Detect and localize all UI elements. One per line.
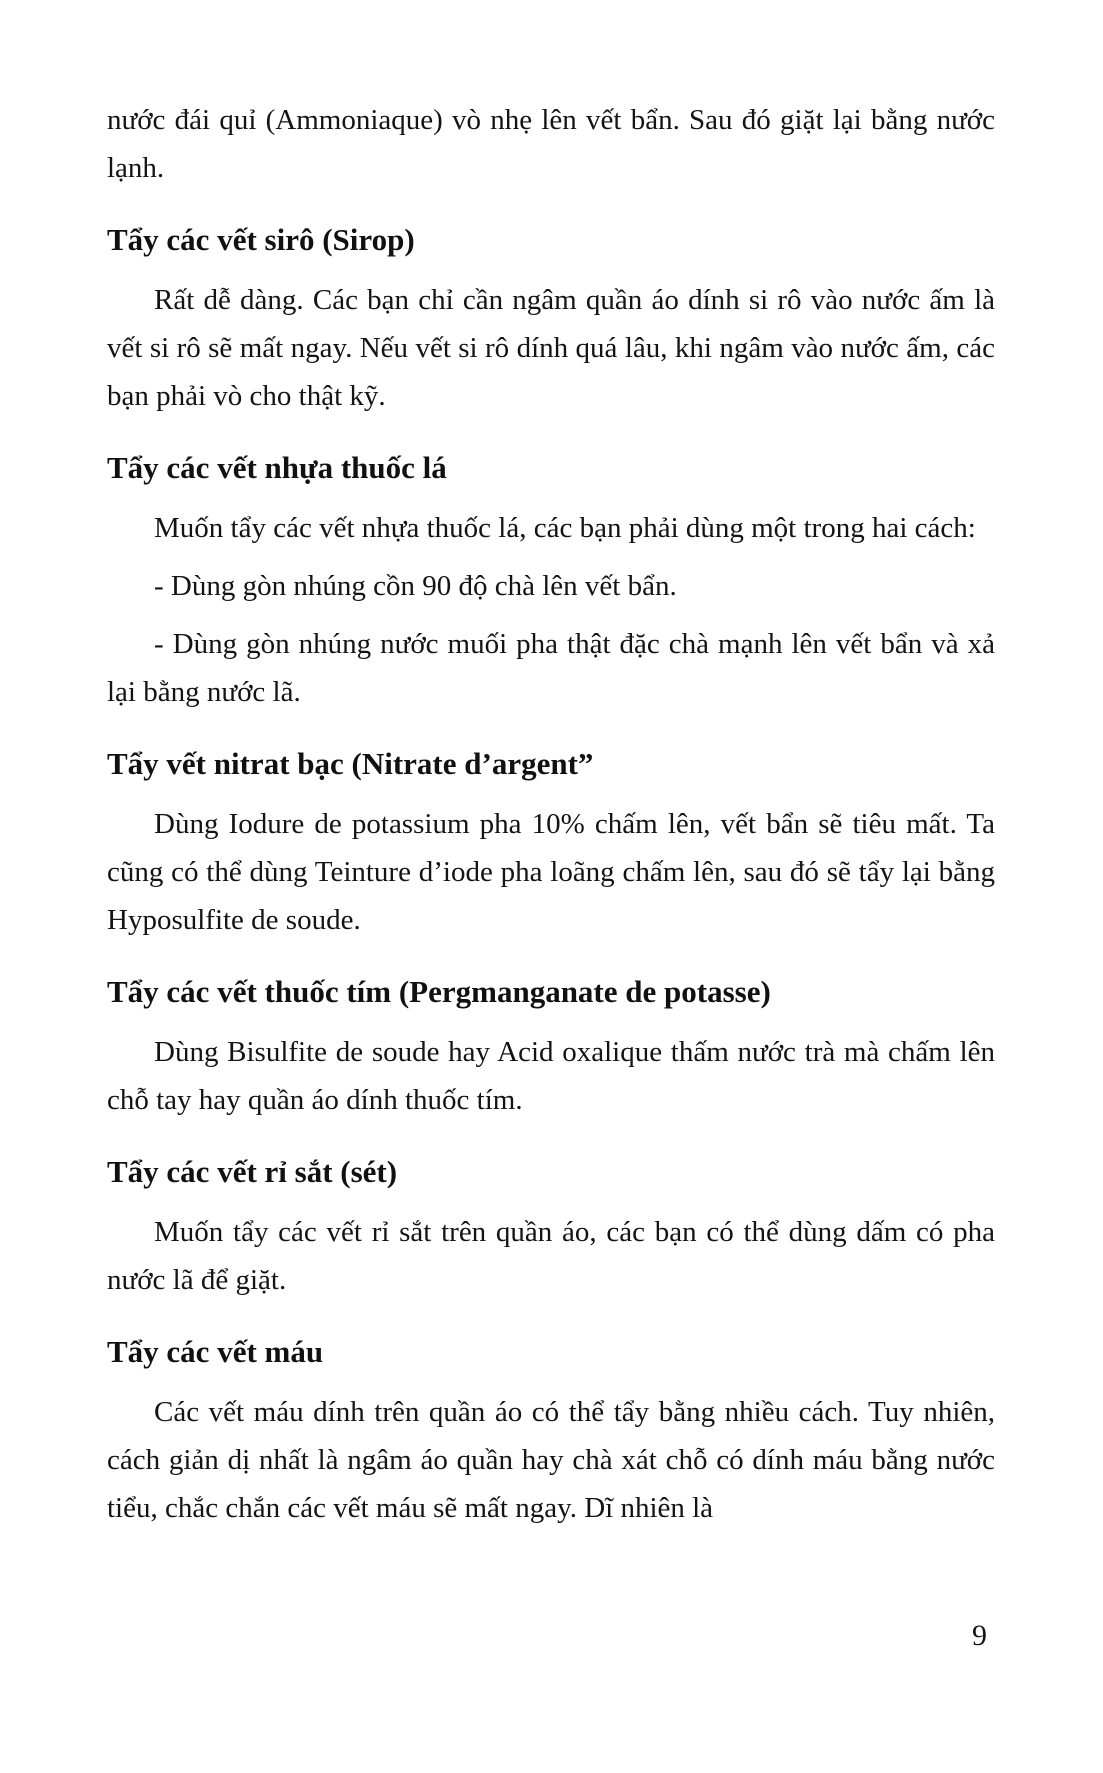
section-thuoc-tim bbox=[107, 972, 995, 1124]
section-nhua-thuoc-la bbox=[107, 448, 995, 716]
continued-paragraph: nước đái quỉ (Ammoniaque) vò nhẹ lên vết bẩn. Sau đó giặt lại bằng nước lạnh. bbox=[107, 104, 995, 184]
section-heading-ri-sat: Tẩy các vết rỉ sắt (sét) bbox=[107, 1154, 398, 1189]
section-heading-thuoc-tim: Tẩy các vết thuốc tím (Pergmanganate de potasse) bbox=[107, 974, 771, 1009]
section-paragraph: Dùng Iodure de potassium pha 10% chấm lên, vết bẩn sẽ tiêu mất. Ta cũng có thể dùng Teinture d’iode pha loãng chấm lên, sau đó sẽ tẩy lại bằng Hyposulfite de soude. bbox=[107, 808, 995, 936]
bullet-item: - Dùng gòn nhúng cồn 90 độ chà lên vết bẩn. bbox=[154, 570, 677, 602]
section-paragraph: Rất dễ dàng. Các bạn chỉ cần ngâm quần áo dính si rô vào nước ấm là vết si rô sẽ mất ngay. Nếu vết si rô dính quá lâu, khi ngâm vào nước ấm, các bạn phải vò cho thật kỹ. bbox=[107, 284, 995, 412]
section-paragraph: Các vết máu dính trên quần áo có thể tẩy bằng nhiều cách. Tuy nhiên, cách giản dị nhất là ngâm áo quần hay chà xát chỗ có dính máu bằng nước tiểu, chắc chắn các vết máu sẽ mất ngay. Dĩ nhiên là bbox=[107, 1396, 995, 1524]
section-nitrat-bac bbox=[107, 744, 995, 944]
section-mau bbox=[107, 1332, 995, 1532]
section-heading-nhua-thuoc-la: Tẩy các vết nhựa thuốc lá bbox=[107, 450, 447, 485]
section-paragraph: Muốn tẩy các vết rỉ sắt trên quần áo, các bạn có thể dùng dấm có pha nước lã để giặt. bbox=[107, 1216, 995, 1296]
section-heading-nitrat-bac: Tẩy vết nitrat bạc (Nitrate d’argent” bbox=[107, 746, 594, 781]
section-ri-sat bbox=[107, 1152, 995, 1304]
section-heading-siro: Tẩy các vết sirô (Sirop) bbox=[107, 222, 415, 257]
section-heading-mau: Tẩy các vết máu bbox=[107, 1334, 324, 1369]
bullet-item: - Dùng gòn nhúng nước muối pha thật đặc chà mạnh lên vết bẩn và xả lại bằng nước lã. bbox=[107, 628, 995, 708]
section-paragraph: Dùng Bisulfite de soude hay Acid oxalique thấm nước trà mà chấm lên chỗ tay hay quần áo dính thuốc tím. bbox=[107, 1036, 995, 1116]
section-paragraph: Muốn tẩy các vết nhựa thuốc lá, các bạn phải dùng một trong hai cách: bbox=[154, 512, 976, 544]
page-number: 9 bbox=[972, 1619, 987, 1652]
section-siro bbox=[107, 220, 995, 420]
